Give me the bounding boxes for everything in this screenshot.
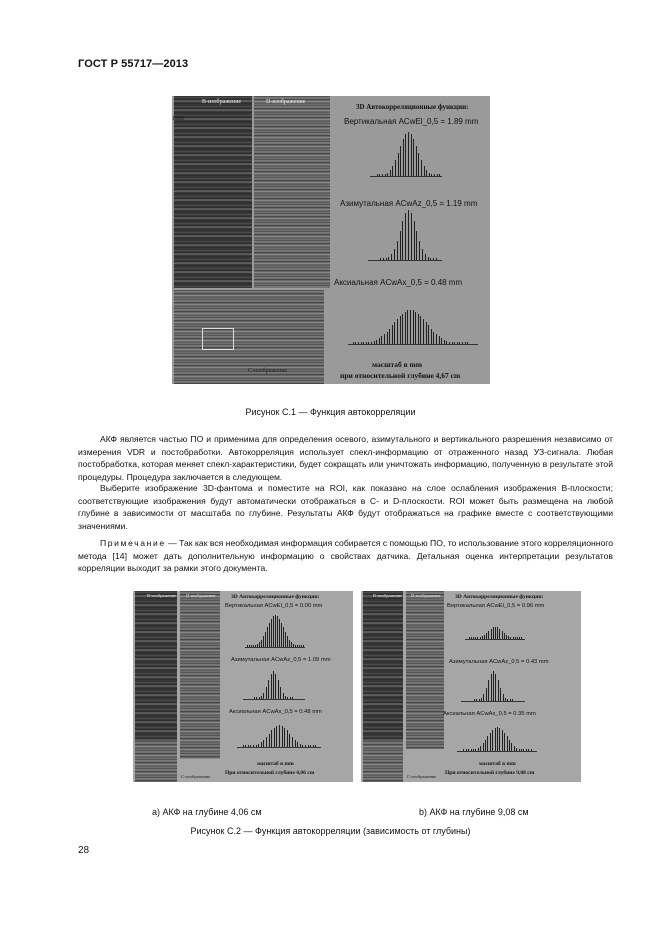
vertical-b-spike	[482, 636, 483, 639]
axial-a-spike	[287, 730, 288, 747]
azimuthal-a-spike	[271, 674, 272, 699]
axial-a-spike	[271, 730, 272, 747]
note	[78, 537, 613, 575]
vertical-b-spike	[508, 636, 509, 639]
azimuthal-a-spike	[278, 680, 279, 699]
azimuthal-b-spike	[481, 698, 482, 701]
azimuthal-b-spike	[510, 699, 511, 701]
axial-b-spike	[514, 746, 515, 751]
vertical-spike	[390, 170, 391, 176]
vertical-axis-b	[465, 639, 525, 640]
azimuthal-a-spike	[290, 697, 291, 699]
vertical-spike	[413, 139, 414, 176]
axial-spike	[441, 338, 442, 344]
axial-spike	[465, 342, 466, 344]
axial-spike	[392, 325, 393, 344]
azimuthal-a-spike	[292, 697, 293, 699]
c-image-b	[363, 741, 403, 782]
azimuthal-b-spike	[512, 699, 513, 701]
azimuthal-a-spike	[275, 674, 276, 699]
vertical-a-spike	[277, 616, 278, 647]
axial-spike	[384, 334, 385, 344]
axial-a-spike	[256, 745, 257, 747]
axial-spike	[366, 342, 367, 344]
azimuthal-b-spike	[474, 699, 475, 701]
vertical-b-spike	[491, 629, 492, 639]
azimuthal-a-spike	[261, 696, 262, 699]
axial-b-spike	[519, 749, 520, 751]
azimuthal-b-spike	[500, 688, 501, 701]
axial-a-spike	[243, 745, 244, 747]
azimuthal-a-spike	[263, 693, 264, 699]
azimuthal-a-spike	[273, 671, 274, 699]
vertical-b-spike	[510, 637, 511, 639]
scale-depth-label-a: При относительной глубине 4,06 cm	[225, 770, 315, 776]
azimuthal-spike	[416, 231, 417, 260]
axial-spike	[449, 342, 450, 344]
axial-spike	[436, 334, 437, 344]
axial-b-spike	[466, 749, 467, 751]
azimuthal-a-spike	[256, 697, 257, 699]
azimuthal-spike	[388, 257, 389, 260]
axial-b-spike	[478, 748, 479, 751]
axial-b-spike	[480, 746, 481, 751]
vertical-a-spike	[253, 645, 254, 647]
axial-a-spike	[276, 726, 277, 747]
axial-b-spike	[490, 733, 491, 751]
axial-spike	[358, 342, 359, 344]
d-image-a	[180, 591, 220, 759]
axial-spike	[402, 314, 403, 344]
azimuthal-a-spike	[285, 696, 286, 699]
vertical-spike	[424, 166, 425, 176]
vertical-b-spike	[471, 637, 472, 639]
axial-a-spike	[310, 745, 311, 747]
axial-b-spike	[531, 749, 532, 751]
vertical-b-spike	[499, 629, 500, 639]
axial-spike	[431, 329, 432, 344]
axial-b-spike	[499, 728, 500, 751]
azimuthal-spike	[414, 221, 415, 260]
axial-b-spike	[487, 736, 488, 751]
vertical-b-spike	[504, 633, 505, 639]
axial-b-spike	[497, 727, 498, 751]
axial-b-spike	[485, 740, 486, 751]
axial-spike	[387, 332, 388, 344]
axial-b-spike	[502, 730, 503, 751]
azimuthal-spike	[400, 231, 401, 260]
azimuthal-result-a: Азимутальная ACwAz_0,5 = 1.09 mm	[231, 657, 331, 663]
axial-result: Аксиальная ACwAx_0,5 = 0.48 mm	[334, 278, 463, 287]
roi-box	[202, 328, 234, 350]
vertical-axis-a	[245, 647, 305, 648]
azimuthal-b-spike	[495, 674, 496, 701]
azimuthal-axis	[368, 260, 442, 261]
axial-a-spike	[282, 726, 283, 747]
axial-spike	[389, 329, 390, 344]
vertical-b-spike	[497, 627, 498, 639]
axial-a-spike	[302, 745, 303, 747]
azimuthal-b-spike	[486, 688, 487, 701]
vertical-spike	[429, 173, 430, 176]
axial-a-spike	[263, 740, 264, 747]
vertical-spike	[408, 132, 409, 176]
vertical-b-spike	[473, 637, 474, 639]
axial-spike	[397, 319, 398, 344]
azimuthal-b-spike	[483, 694, 484, 701]
vertical-a-spike	[259, 642, 260, 647]
axial-spike	[444, 340, 445, 344]
note-text: — Так как вся необходимая информация собирается с помощью ПО, то использование этого корреляционного метода [14] может дать дополнительную информацию о свойствах датчика. Детальная оценка интерпретации результатов корреляции выходит за рамки этого документа.	[78, 538, 613, 573]
axial-a-spike	[289, 734, 290, 747]
axial-spike	[462, 342, 463, 344]
axial-axis-b	[457, 751, 537, 752]
axial-b-spike	[468, 749, 469, 751]
figure-c2b-subcaption: b) АКФ на глубине 9,08 см	[419, 807, 529, 817]
azimuthal-a-spike	[283, 693, 284, 699]
azimuthal-b-spike	[488, 680, 489, 701]
axial-b-spike	[483, 743, 484, 751]
axial-a-spike	[297, 742, 298, 747]
azimuthal-spike	[425, 254, 426, 260]
vertical-spike	[411, 134, 412, 176]
vertical-spike	[431, 174, 432, 176]
azimuthal-b-spike	[476, 699, 477, 701]
vertical-result: Вертикальная ACwEl_0,5 = 1.89 mm	[344, 117, 479, 126]
vertical-a-spike	[267, 627, 268, 647]
axial-a-spike	[313, 745, 314, 747]
b-image-label-b: В-изображение	[373, 593, 403, 598]
axial-a-spike	[274, 728, 275, 747]
azimuthal-a-spike	[268, 680, 269, 699]
b-image	[174, 96, 252, 288]
axial-spike	[368, 342, 369, 344]
axial-spike	[379, 338, 380, 344]
vertical-spike	[434, 174, 435, 176]
c-image-label-b: С-изображение	[407, 774, 437, 779]
scale-depth-label-b: При относительной глубине 9,08 cm	[445, 770, 535, 776]
axial-b-spike	[528, 749, 529, 751]
azimuthal-a-spike	[266, 687, 267, 699]
paragraph-1	[78, 433, 613, 483]
vertical-b-spike	[480, 637, 481, 639]
axial-b-spike	[492, 730, 493, 751]
axial-a-spike	[250, 745, 251, 747]
acf-title-b: 3D Автокорреляционные функции:	[455, 594, 544, 600]
axial-b-spike	[516, 748, 517, 751]
vertical-a-spike	[273, 616, 274, 647]
axial-spike	[361, 342, 362, 344]
figure-c2a	[133, 591, 353, 782]
vertical-a-spike	[283, 627, 284, 647]
axial-spike	[423, 319, 424, 344]
vertical-a-spike	[281, 623, 282, 647]
axial-spike	[439, 336, 440, 344]
axial-spike	[433, 332, 434, 344]
axial-a-spike	[253, 745, 254, 747]
d-image-b	[406, 591, 444, 749]
vertical-b-spike	[486, 633, 487, 639]
vertical-a-spike	[275, 615, 276, 647]
note-label: Примечание	[100, 538, 166, 548]
axial-b-spike	[526, 749, 527, 751]
vertical-a-spike	[289, 640, 290, 647]
vertical-result-b: Вертикальная ACwEl_0,5 = 0.96 mm	[447, 603, 545, 609]
vertical-spike	[439, 174, 440, 176]
page-number: 28	[78, 845, 90, 856]
vertical-b-spike	[477, 637, 478, 639]
vertical-spike	[387, 173, 388, 176]
axial-a-spike	[279, 725, 280, 747]
azimuthal-a-spike	[254, 697, 255, 699]
azimuthal-a-spike	[259, 697, 260, 699]
axial-spike	[459, 342, 460, 344]
azimuthal-b-spike	[479, 699, 480, 701]
vertical-a-spike	[257, 644, 258, 647]
axial-spike	[446, 341, 447, 344]
vertical-b-spike	[513, 637, 514, 639]
vertical-a-spike	[263, 636, 264, 647]
vertical-spike	[403, 139, 404, 176]
azimuthal-b-spike	[507, 699, 508, 701]
scale-label-a: масштаб в mm	[257, 761, 294, 767]
axial-a-spike	[295, 740, 296, 747]
azimuthal-a-spike	[280, 687, 281, 699]
c-image-label: С-изображение	[248, 368, 288, 374]
axial-spike	[376, 340, 377, 344]
azimuthal-spike	[386, 258, 387, 260]
acf-title-a: 3D Автокорреляционные функции:	[231, 594, 320, 600]
axial-spike	[418, 314, 419, 344]
vertical-b-spike	[493, 627, 494, 639]
azimuthal-spike	[408, 210, 409, 260]
axial-spike	[413, 310, 414, 344]
vertical-b-spike	[521, 637, 522, 639]
azimuthal-b-spike	[498, 680, 499, 701]
axial-spike	[371, 342, 372, 344]
vertical-a-spike	[303, 645, 304, 647]
axial-a-spike	[258, 744, 259, 747]
vertical-a-spike	[295, 645, 296, 647]
vertical-b-spike	[502, 631, 503, 639]
vertical-b-spike	[515, 637, 516, 639]
d-image-label: D-изображение	[266, 99, 306, 105]
axial-a-spike	[261, 742, 262, 747]
document-header: ГОСТ Р 55717—2013	[78, 58, 189, 70]
vertical-b-spike	[475, 637, 476, 639]
figure-c1-caption: Рисунок С.1 — Функция автокорреляции	[245, 407, 416, 417]
axial-spike	[394, 322, 395, 344]
vertical-spike	[400, 146, 401, 176]
vertical-spike	[437, 174, 438, 176]
axial-spike	[353, 342, 354, 344]
vertical-b-spike	[519, 637, 520, 639]
vertical-a-spike	[269, 623, 270, 647]
axial-b-spike	[475, 749, 476, 751]
vertical-a-spike	[293, 644, 294, 647]
axial-result-b: Аксиальная ACwAx_0,5 = 0.35 mm	[443, 711, 536, 717]
azimuthal-spike	[411, 213, 412, 260]
azimuthal-spike	[433, 258, 434, 260]
axial-spike	[415, 312, 416, 344]
scale-label-b: масштаб в mm	[479, 761, 516, 767]
axial-b-spike	[471, 749, 472, 751]
axial-spike	[400, 316, 401, 344]
vertical-spike	[421, 160, 422, 176]
axial-b-spike	[504, 733, 505, 751]
vertical-a-spike	[261, 640, 262, 647]
axial-spike	[405, 312, 406, 344]
axial-spike	[407, 310, 408, 344]
axial-a-spike	[245, 745, 246, 747]
axial-b-spike	[463, 749, 464, 751]
vertical-a-spike	[279, 619, 280, 647]
vertical-a-spike	[287, 636, 288, 647]
axial-spike	[381, 336, 382, 344]
vertical-a-spike	[255, 645, 256, 647]
axial-spike	[363, 342, 364, 344]
figure-c2a-subcaption: а) АКФ на глубине 4,06 см	[152, 807, 262, 817]
paragraph-1-text: АКФ является частью ПО и применима для определения осевого, азимутального и вертикального разрешения независимо от измерения VDR и постобработки. Автокорреляция использует спекл-информацию от отраженного назад УЗ-сигнала. Любая постобработка, которая меняет спекл-характеристики, будет сокращать или уничтожать информацию, полученную в результате этой процедуры. Процедура заключается в следующем.	[78, 434, 613, 482]
vertical-spike	[385, 174, 386, 176]
axial-a-spike	[266, 737, 267, 747]
vertical-a-spike	[285, 632, 286, 647]
axial-b-spike	[521, 749, 522, 751]
vertical-a-spike	[301, 645, 302, 647]
vertical-spike	[426, 170, 427, 176]
axial-a-spike	[248, 745, 249, 747]
vertical-spike	[405, 134, 406, 176]
vertical-a-spike	[251, 645, 252, 647]
vertical-spike	[382, 174, 383, 176]
axial-a-spike	[315, 745, 316, 747]
vertical-spike	[379, 174, 380, 176]
axial-b-spike	[507, 736, 508, 751]
vertical-b-spike	[517, 637, 518, 639]
vertical-a-spike	[297, 645, 298, 647]
acf-title: 3D Автокорреляционные функции:	[356, 103, 469, 111]
azimuthal-spike	[383, 258, 384, 260]
axial-a-spike	[305, 745, 306, 747]
vertical-b-spike	[506, 635, 507, 639]
axial-b-spike	[473, 749, 474, 751]
azimuthal-spike	[405, 213, 406, 260]
axial-a-spike	[308, 745, 309, 747]
azimuthal-result: Азимутальная ACwAz_0,5 = 1.19 mm	[340, 199, 478, 208]
azimuthal-result-b: Азимутальная ACwAz_0,5 = 0.43 mm	[449, 659, 549, 665]
axial-result-a: Аксиальная ACwAx_0,5 = 0.48 mm	[229, 709, 322, 715]
azimuthal-axis-a	[243, 699, 305, 700]
azimuthal-spike	[428, 257, 429, 260]
axial-b-spike	[511, 743, 512, 751]
azimuthal-spike	[391, 254, 392, 260]
azimuthal-b-spike	[491, 674, 492, 701]
azimuthal-spike	[430, 258, 431, 260]
axial-axis	[348, 344, 478, 345]
paragraph-2-text: Выберите изображение 3D-фантома и поместите на ROI, как показано на слое ослабления изображения B-плоскости; соответствующие изображения будут автоматически отображаться в С- и D-плоскости. ROI может быть размещена на любой глубине в зависимости от масштаба по глубине. Результаты АКФ будут отображаться на графике вместе с соответствующими значениями.	[78, 483, 613, 531]
azimuthal-spike	[419, 241, 420, 260]
b-image-label: В-изображение	[202, 99, 242, 105]
vertical-a-spike	[299, 645, 300, 647]
axial-spike	[467, 342, 468, 344]
azimuthal-spike	[402, 221, 403, 260]
axial-spike	[457, 342, 458, 344]
scale-depth-label: при относительной глубине 4,67 cm	[340, 371, 461, 380]
vertical-a-spike	[271, 619, 272, 647]
axial-spike	[452, 342, 453, 344]
axial-b-spike	[523, 749, 524, 751]
figure-c2-caption: Рисунок С.2 — Функция автокорреляции (зависимость от глубины)	[190, 826, 471, 836]
axial-a-spike	[269, 734, 270, 747]
vertical-a-spike	[247, 645, 248, 647]
axial-spike	[410, 310, 411, 344]
axial-b-spike	[495, 728, 496, 751]
azimuthal-spike	[380, 258, 381, 260]
vertical-b-spike	[495, 627, 496, 639]
axial-spike	[355, 342, 356, 344]
axial-a-spike	[284, 728, 285, 747]
vertical-spike	[398, 153, 399, 176]
azimuthal-spike	[422, 249, 423, 260]
axial-b-spike	[509, 740, 510, 751]
axial-a-spike	[292, 737, 293, 747]
c-image-label-a: С-изображение	[181, 774, 211, 779]
vertical-spike	[377, 174, 378, 176]
axial-axis-a	[237, 747, 321, 748]
axial-spike	[420, 316, 421, 344]
azimuthal-spike	[397, 241, 398, 260]
vertical-spike	[416, 146, 417, 176]
axial-spike	[374, 341, 375, 344]
azimuthal-spike	[394, 249, 395, 260]
vertical-spike	[418, 153, 419, 176]
vertical-a-spike	[265, 632, 266, 647]
vertical-b-spike	[484, 635, 485, 639]
azimuthal-a-spike	[287, 697, 288, 699]
azimuthal-b-spike	[505, 698, 506, 701]
d-image-label-b: D-изображение	[411, 593, 441, 598]
figure-c2b	[361, 591, 581, 782]
axial-a-spike	[300, 744, 301, 747]
d-image	[254, 96, 330, 288]
azimuthal-b-spike	[503, 694, 504, 701]
depth-tick: 1993	[172, 116, 184, 122]
d-image-label-a: D-изображение	[186, 593, 216, 598]
paragraph-2	[78, 482, 613, 532]
azimuthal-axis-b	[461, 701, 525, 702]
c-image-a	[135, 741, 177, 782]
axial-spike	[426, 322, 427, 344]
vertical-spike	[392, 166, 393, 176]
b-image-label-a: В-изображение	[147, 593, 177, 598]
vertical-a-spike	[291, 642, 292, 647]
axial-spike	[428, 325, 429, 344]
scale-label: масштаб в mm	[372, 360, 423, 369]
figure-c1	[172, 96, 490, 384]
azimuthal-b-spike	[493, 671, 494, 701]
azimuthal-spike	[436, 258, 437, 260]
vertical-b-spike	[469, 637, 470, 639]
vertical-result-a: Вертикальная ACwEl_0,5 = 0.00 mm	[225, 603, 323, 609]
vertical-b-spike	[488, 631, 489, 639]
vertical-a-spike	[249, 645, 250, 647]
vertical-axis	[370, 176, 442, 177]
axial-spike	[454, 342, 455, 344]
vertical-spike	[395, 160, 396, 176]
